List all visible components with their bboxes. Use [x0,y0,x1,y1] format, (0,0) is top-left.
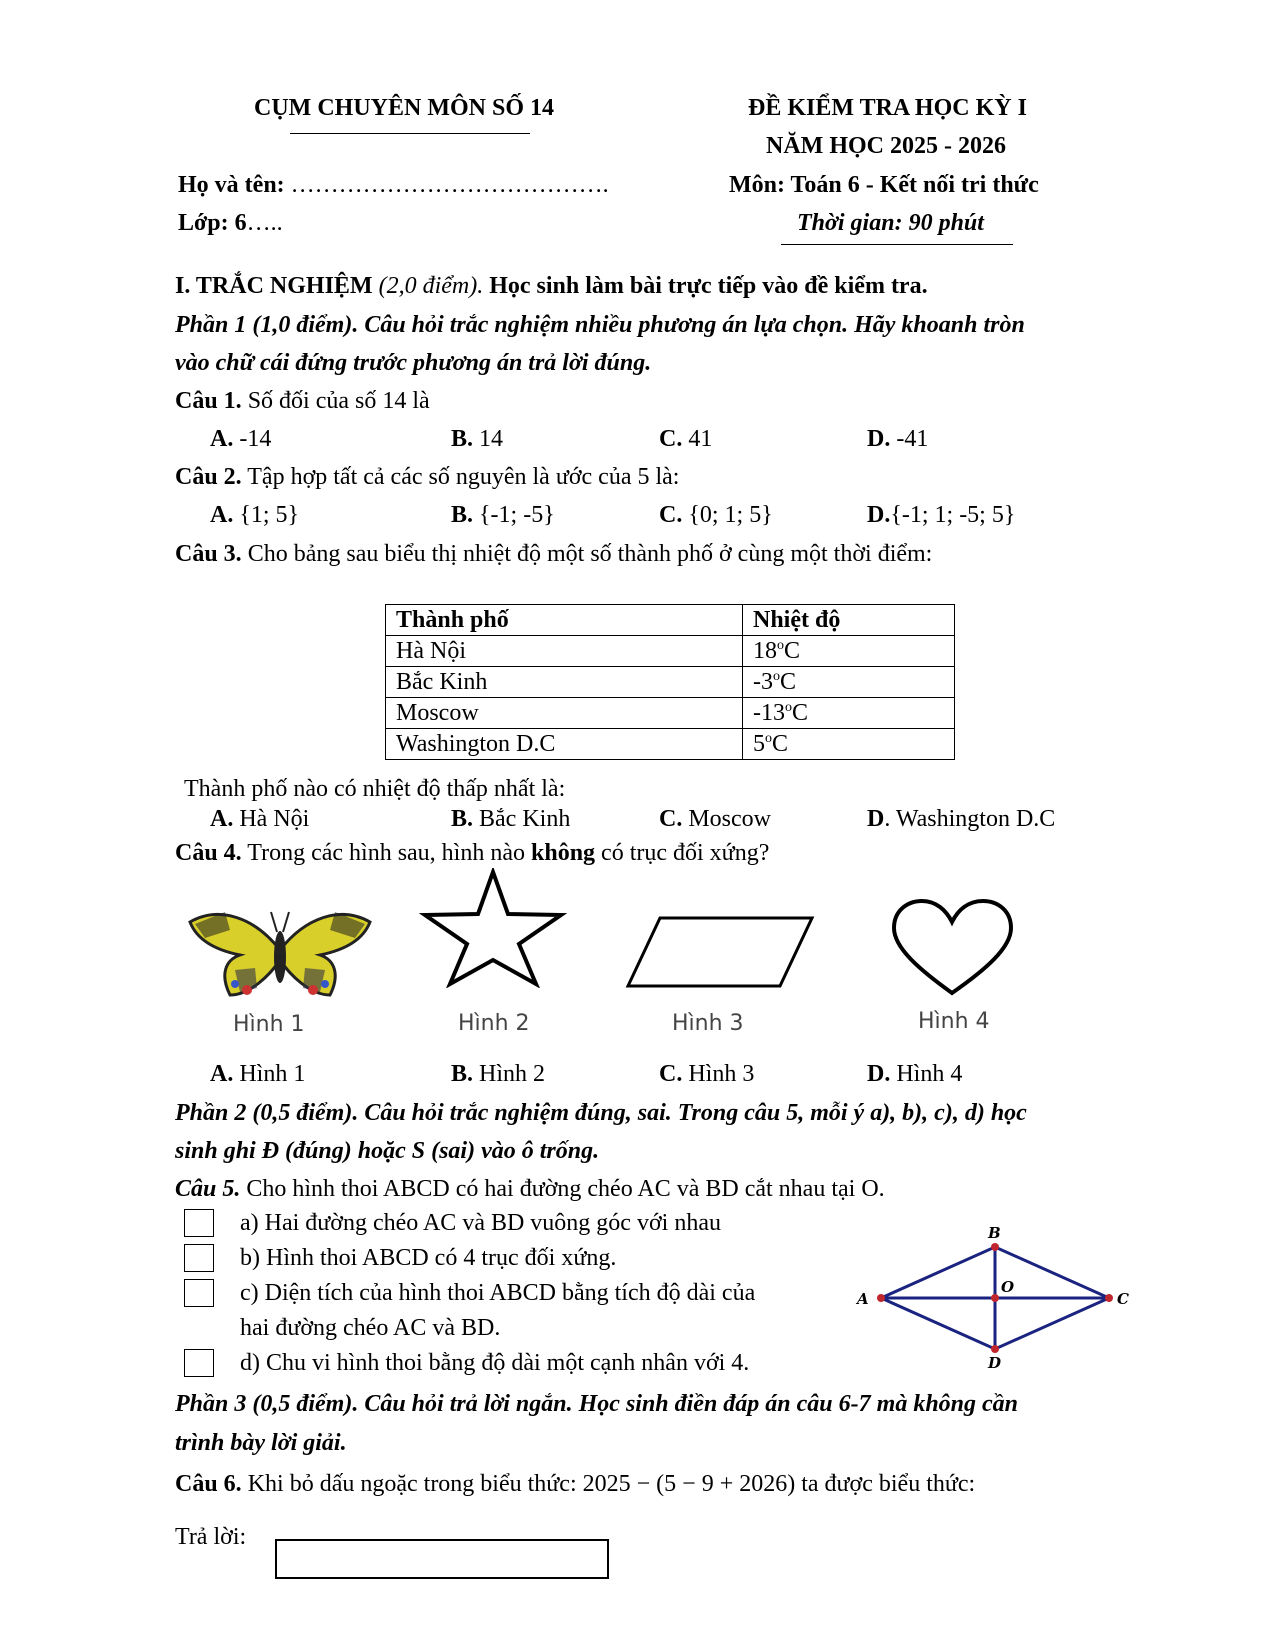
temperature-table [385,604,955,760]
cluster-title: CỤM CHUYÊN MÔN SỐ 14 [254,95,554,121]
q1-option-c-text: 41 [682,426,713,452]
question-5-label: Câu 5. [175,1176,241,1202]
q3-option-a-text: Hà Nội [233,806,310,832]
temp-unit: C [780,668,797,695]
q4-option-d[interactable] [867,1061,962,1088]
q3-option-a-letter: A. [210,806,234,832]
q4-option-c[interactable] [659,1061,754,1088]
question-6-text-after: ta được biểu thức: [795,1471,976,1497]
q3-option-c-letter: C. [659,806,683,832]
exam-time: Thời gian: 90 phút [797,210,984,236]
q4-option-d-letter: D. [867,1061,891,1087]
section-1-instruction: Học sinh làm bài trực tiếp vào đề kiểm tra. [483,273,928,299]
true-false-box-b[interactable] [184,1244,214,1272]
q3-option-d[interactable] [867,806,1055,833]
heart-figure [890,898,1015,998]
table-cell-temperature [743,698,955,729]
q1-option-c-letter: C. [659,426,683,452]
vertex-b-label: B [988,1224,1001,1242]
vertex-d-label: D [988,1354,1002,1372]
table-cell-temperature [743,636,955,667]
figure-2-label: Hình 2 [458,1011,530,1036]
rhombus-diagram [855,1222,1135,1372]
name-label: Họ và tên: [178,172,285,198]
temp-value: -13 [753,699,785,726]
question-3-subquestion: Thành phố nào có nhiệt độ thấp nhất là: [184,776,566,802]
exam-title: ĐỀ KIỂM TRA HỌC KỲ I [748,95,1027,121]
section-1-title [175,273,928,300]
degree-sign: o [785,699,792,715]
q4-option-b-text: Hình 2 [473,1061,546,1087]
q2-option-c-text: {0; 1; 5} [682,502,773,528]
class-dots: ….. [246,210,283,236]
true-false-box-c[interactable] [184,1279,214,1307]
table-cell-temperature [743,667,955,698]
table-header-city: Thành phố [386,605,743,636]
q1-option-a-letter: A. [210,426,234,452]
temp-value: 5 [753,730,765,757]
question-6 [175,1471,975,1498]
section-1-points: (2,0 điểm). [378,273,484,299]
answer-input-box[interactable] [275,1539,609,1579]
subject: Môn: Toán 6 - Kết nối tri thức [729,172,1039,198]
q1-option-b[interactable] [451,426,503,453]
q1-option-b-text: 14 [473,426,504,452]
q2-option-b-text: {-1; -5} [473,502,555,528]
table-cell-city: Hà Nội [386,636,743,667]
q2-option-d-letter: D. [867,502,891,528]
temp-value: 18 [753,637,777,664]
q3-option-b-text: Bắc Kinh [473,806,571,832]
q2-option-c[interactable] [659,502,773,529]
q5-item-c-continued: hai đường chéo AC và BD. [240,1315,501,1341]
parallelogram-figure [625,915,815,990]
q4-option-b[interactable] [451,1061,545,1088]
table-cell-temperature [743,729,955,760]
q3-option-b-letter: B. [451,806,474,832]
question-2-label: Câu 2. [175,464,242,490]
q1-option-a[interactable] [210,426,271,453]
q3-option-b[interactable] [451,806,570,833]
q3-option-a[interactable] [210,806,309,833]
table-cell-city: Moscow [386,698,743,729]
question-3-label: Câu 3. [175,541,242,567]
part-3-instruction-line-1: Phần 3 (0,5 điểm). Câu hỏi trả lời ngắn. Học sinh điền đáp án câu 6-7 mà không cần [175,1391,1019,1417]
answer-label: Trả lời: [175,1524,247,1550]
q2-option-a-letter: A. [210,502,234,528]
q1-option-d[interactable] [867,426,928,453]
q4-option-a[interactable] [210,1061,305,1088]
part-2-instruction-line-2: sinh ghi Đ (đúng) hoặc S (sai) vào ô trống. [175,1138,600,1164]
q1-option-a-text: -14 [233,426,272,452]
q4-option-c-text: Hình 3 [682,1061,755,1087]
question-3-text: Cho bảng sau biểu thị nhiệt độ một số thành phố ở cùng một thời điểm: [241,541,933,567]
cluster-underline [290,133,530,134]
true-false-box-a[interactable] [184,1209,214,1237]
question-4-text-before: Trong các hình sau, hình nào [241,840,531,866]
true-false-box-d[interactable] [184,1349,214,1377]
q1-option-c[interactable] [659,426,712,453]
part-1-instruction-line-2: vào chữ cái đứng trước phương án trả lời đúng. [175,350,652,376]
q2-option-a-text: {1; 5} [233,502,300,528]
student-name-line [178,172,609,199]
q4-option-d-text: Hình 4 [890,1061,963,1087]
q2-option-a[interactable] [210,502,299,529]
q4-option-a-text: Hình 1 [233,1061,306,1087]
q3-option-c[interactable] [659,806,771,833]
figure-4-label: Hình 4 [918,1009,990,1034]
star-figure [418,868,568,988]
q4-option-a-letter: A. [210,1061,234,1087]
q2-option-b-letter: B. [451,502,474,528]
name-dots: …………………………………. [284,172,609,198]
q5-item-b: b) Hình thoi ABCD có 4 trục đối xứng. [240,1245,617,1271]
question-6-label: Câu 6. [175,1471,242,1497]
q3-option-d-text: . Washington D.C [884,806,1056,832]
school-year: NĂM HỌC 2025 - 2026 [766,133,1006,159]
class-line [178,210,283,237]
question-1-label: Câu 1. [175,388,242,414]
question-5-text: Cho hình thoi ABCD có hai đường chéo AC và BD cắt nhau tại O. [240,1176,885,1202]
section-1-heading: I. TRẮC NGHIỆM [175,273,379,299]
q1-option-d-letter: D. [867,426,891,452]
q2-option-b[interactable] [451,502,555,529]
question-4-text-after: có trục đối xứng? [595,840,770,866]
table-cell-city: Bắc Kinh [386,667,743,698]
question-4 [175,840,769,867]
degree-sign: o [777,637,784,653]
table-row [386,667,955,698]
temp-unit: C [772,730,789,757]
time-underline [781,244,1013,245]
q5-item-a: a) Hai đường chéo AC và BD vuông góc với nhau [240,1210,721,1236]
vertex-a-label: A [857,1290,869,1308]
part-3-instruction-line-2: trình bày lời giải. [175,1430,347,1456]
question-2-text: Tập hợp tất cả các số nguyên là ước của 5 là: [241,464,680,490]
q3-option-c-text: Moscow [682,806,772,832]
table-row [386,636,955,667]
question-1 [175,388,430,415]
q1-option-b-letter: B. [451,426,474,452]
question-5 [175,1176,885,1203]
q4-option-c-letter: C. [659,1061,683,1087]
q5-item-c: c) Diện tích của hình thoi ABCD bằng tích độ dài của [240,1280,756,1306]
q5-item-d: d) Chu vi hình thoi bằng độ dài một cạnh nhân với 4. [240,1350,750,1376]
question-4-emphasis: không [531,840,596,866]
vertex-c-label: C [1117,1290,1129,1308]
table-cell-city: Washington D.C [386,729,743,760]
class-label: Lớp: 6 [178,210,247,236]
center-o-label: O [1001,1278,1015,1296]
temp-unit: C [792,699,809,726]
figure-3-label: Hình 3 [672,1011,744,1036]
q2-option-d[interactable] [867,502,1015,529]
butterfly-figure [185,900,375,1005]
degree-sign: o [773,668,780,684]
table-row [386,698,955,729]
table-row [386,729,955,760]
q1-option-d-text: -41 [890,426,929,452]
question-4-label: Câu 4. [175,840,242,866]
question-6-text: Khi bỏ dấu ngoặc trong biểu thức: [241,1471,583,1497]
question-2 [175,464,679,491]
figure-1-label: Hình 1 [233,1012,305,1037]
q2-option-c-letter: C. [659,502,683,528]
table-header-temperature: Nhiệt độ [743,605,955,636]
temp-value: -3 [753,668,773,695]
part-2-instruction-line-1: Phần 2 (0,5 điểm). Câu hỏi trắc nghiệm đúng, sai. Trong câu 5, mỗi ý a), b), c), d) học [175,1100,1027,1126]
q3-option-d-letter: D [867,806,885,832]
table-header-row [386,605,955,636]
q4-option-b-letter: B. [451,1061,474,1087]
degree-sign: o [765,730,772,746]
q2-option-d-text: {-1; 1; -5; 5} [890,502,1016,528]
question-3 [175,541,932,568]
temp-unit: C [784,637,801,664]
question-1-text: Số đối của số 14 là [241,388,430,414]
question-6-expression: 2025 − (5 − 9 + 2026) [582,1471,796,1497]
part-1-instruction-line-1: Phần 1 (1,0 điểm). Câu hỏi trắc nghiệm nhiều phương án lựa chọn. Hãy khoanh tròn [175,312,1025,338]
